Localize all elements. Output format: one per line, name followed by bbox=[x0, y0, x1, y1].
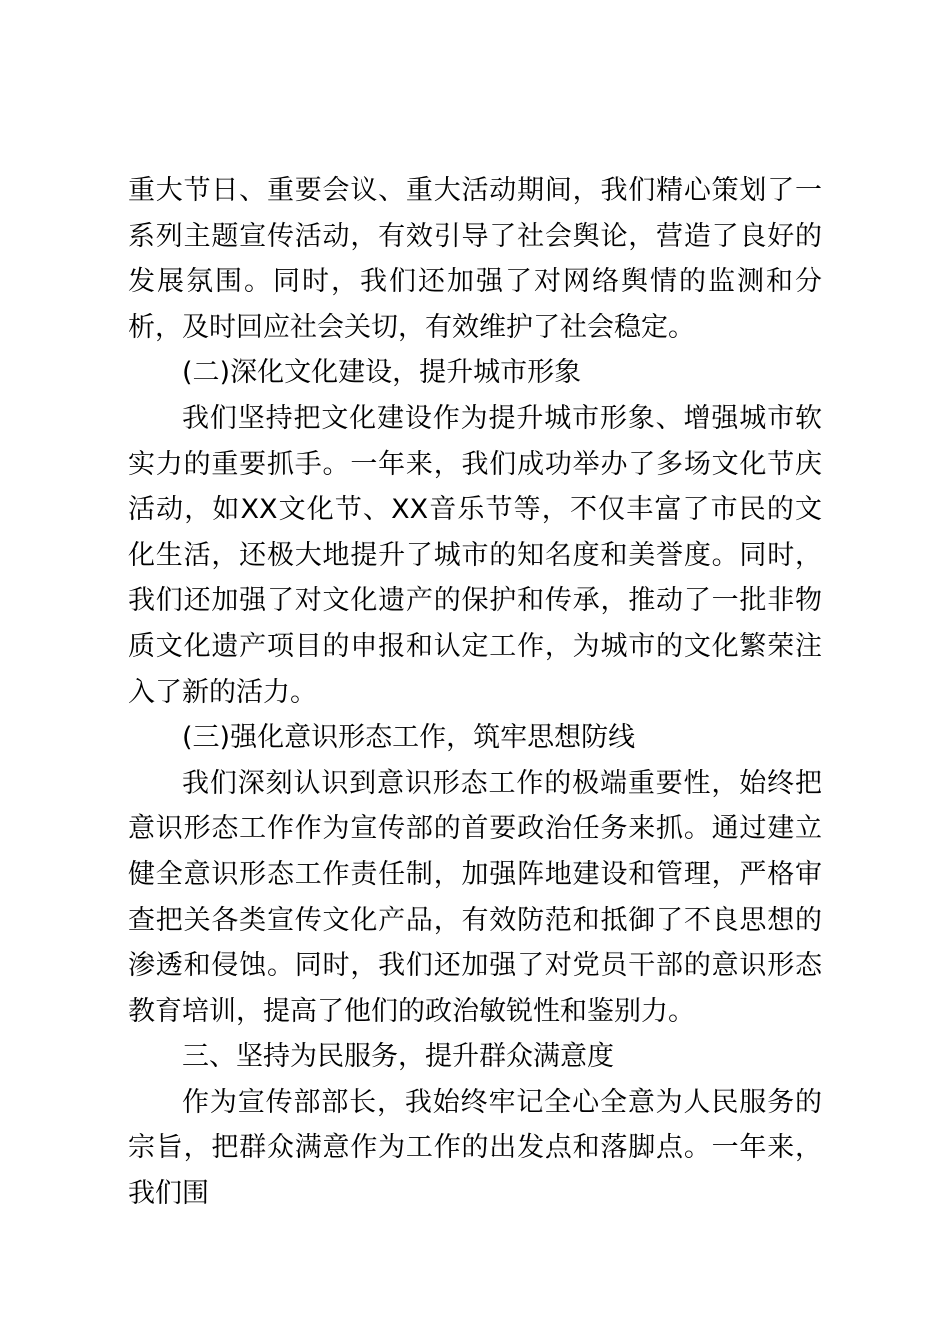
body-paragraph-culture: 我们坚持把文化建设作为提升城市形象、增强城市软实力的重要抓手。一年来，我们成功举办了多场文化节庆活动，如XX文化节、XX音乐节等，不仅丰富了市民的文化生活，还极大地提升了城市的知名度和美誉度。同时，我们还加强了对文化遗产的保护和传承，推动了一批非物质文化遗产项目的申报和认定工作，为城市的文化繁荣注入了新的活力。 bbox=[128, 402, 822, 708]
document-body bbox=[128, 168, 822, 1217]
section-heading-3: (三)强化意识形态工作，筑牢思想防线 bbox=[182, 722, 636, 754]
chapter-heading-3: 三、坚持为民服务，提升群众满意度 bbox=[182, 1041, 614, 1073]
body-paragraph-service: 作为宣传部部长，我始终牢记全心全意为人民服务的宗旨，把群众满意作为工作的出发点和落脚点。一年来，我们围 bbox=[128, 1086, 822, 1210]
body-paragraph-continuation: 重大节日、重要会议、重大活动期间，我们精心策划了一系列主题宣传活动，有效引导了社会舆论，营造了良好的发展氛围。同时，我们还加强了对网络舆情的监测和分析，及时回应社会关切，有效维护了社会稳定。 bbox=[128, 175, 822, 343]
section-heading-2: (二)深化文化建设，提升城市形象 bbox=[182, 357, 582, 389]
body-paragraph-ideology: 我们深刻认识到意识形态工作的极端重要性，始终把意识形态工作作为宣传部的首要政治任务来抓。通过建立健全意识形态工作责任制，加强阵地建设和管理，严格审查把关各类宣传文化产品，有效防范和抵御了不良思想的渗透和侵蚀。同时，我们还加强了对党员干部的意识形态教育培训，提高了他们的政治敏锐性和鉴别力。 bbox=[128, 767, 822, 1027]
